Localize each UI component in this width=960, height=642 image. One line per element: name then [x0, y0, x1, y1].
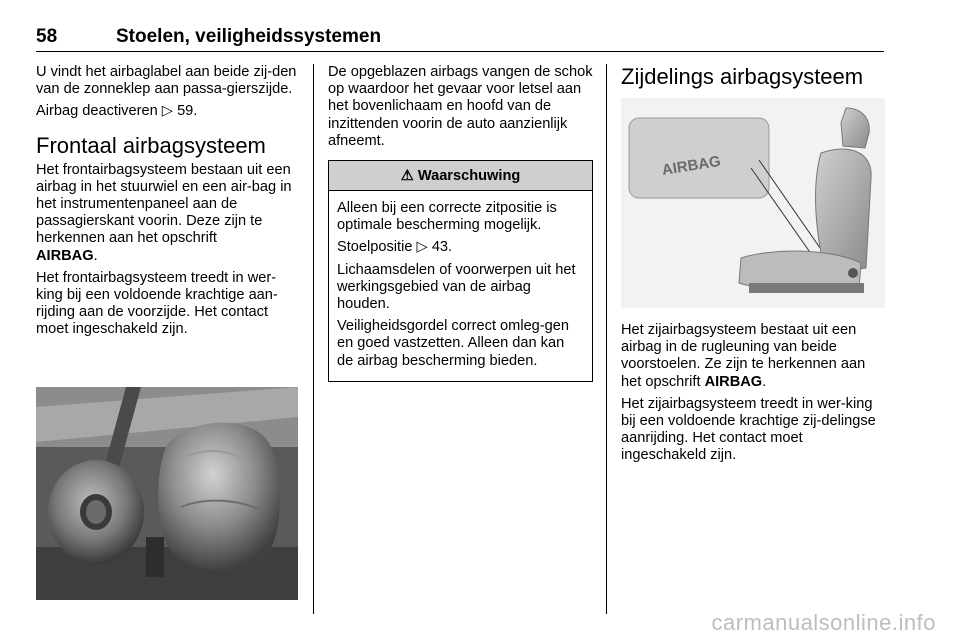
- side-paragraph-2: Het zijairbagsysteem treedt in wer-king bij een voldoende krachtige zij-delingse aanrijding. Het contact moet ingeschakeld zijn.: [621, 395, 876, 464]
- warning-box: [328, 160, 593, 382]
- warning-body: [329, 191, 592, 381]
- warning-text-1: Alleen bij een correcte zitpositie is optimale bescherming mogelijk.: [337, 200, 557, 234]
- column-3: [621, 64, 886, 98]
- column-divider: [313, 64, 314, 614]
- front-airbags-illustration: [36, 387, 298, 600]
- deactivate-line: [36, 103, 302, 120]
- side-airbag-seat-illustration: [621, 98, 885, 308]
- ref-arrow-icon: ▷: [161, 103, 173, 120]
- section-heading-side: Zijdelings airbagsysteem: [621, 64, 864, 89]
- front-text: Het frontairbagsysteem bestaan uit een airbag in het stuurwiel en een air-bag in het instrumentenpaneel aan de passagierskant voorin. Deze zijn te herkennen aan het opschrift: [36, 161, 292, 247]
- intro-paragraph: U vindt het airbaglabel aan beide zij-den van de zonneklep aan passa-gierszijde.: [36, 64, 297, 98]
- airbag-label-text: AIRBAG: [36, 247, 94, 264]
- warning-triangle-icon: ⚠: [400, 168, 414, 185]
- seat-airbag-tag: AIRBAG: [660, 152, 722, 179]
- warning-title: Waarschuwing: [417, 168, 521, 185]
- page-number: 58: [36, 26, 58, 47]
- seat-position-text: Stoelpositie: [337, 239, 413, 256]
- seat-position-page-ref: 43.: [431, 239, 453, 256]
- side-text: Het zijairbagsysteem bestaat uit een airbag in de rugleuning van beide voorstoelen. Ze zijn te herkennen aan het opschrift: [621, 322, 866, 390]
- front-paragraph-2: Het frontairbagsysteem treedt in wer-king bij een voldoende krachtige aan-rijding aan de voorzijde. Het contact moet ingeschakeld zijn.: [36, 269, 278, 338]
- section-heading-front: Frontaal airbagsysteem: [36, 132, 266, 158]
- column-3-text: [621, 322, 886, 470]
- ref-arrow-icon: ▷: [416, 239, 428, 256]
- warning-text-4: Veiligheidsgordel correct omleg-gen en goed vastzetten. Alleen dan kan de airbag bescherming bieden.: [337, 318, 570, 369]
- warning-text-3: Lichaamsdelen of voorwerpen uit het werkingsgebied van de airbag houden.: [337, 261, 576, 313]
- airbag-label-text: AIRBAG: [704, 373, 763, 390]
- column-1: [36, 64, 302, 344]
- front-paragraph-1: Het frontairbagsysteem bestaan uit een airbag in het stuurwiel en een air-bag in het instrumentenpaneel aan de passagierskant voorin. Deze zijn te herkennen aan het opschrift AIRBAG.: [36, 161, 292, 264]
- column-2: [328, 64, 593, 382]
- watermark: carmanualsonline.info: [711, 610, 936, 635]
- page-header: [36, 26, 884, 52]
- column-divider: [606, 64, 607, 614]
- deactivate-text: Airbag deactiveren: [36, 103, 158, 120]
- deactivate-page-ref: 59.: [177, 103, 198, 120]
- running-title: Stoelen, veiligheidssystemen: [116, 26, 382, 47]
- side-paragraph-1: Het zijairbagsysteem bestaat uit een airbag in de rugleuning van beide voorstoelen. Ze zijn te herkennen aan het opschrift AIRBAG.: [621, 322, 866, 390]
- col2-paragraph: De opgeblazen airbags vangen de schok op waardoor het gevaar voor letsel aan het bovenlichaam en hoofd van de inzittenden voorin de auto aanzienlijk afneemt.: [328, 64, 593, 149]
- warning-header: [329, 161, 592, 191]
- warning-text-2: [337, 239, 584, 256]
